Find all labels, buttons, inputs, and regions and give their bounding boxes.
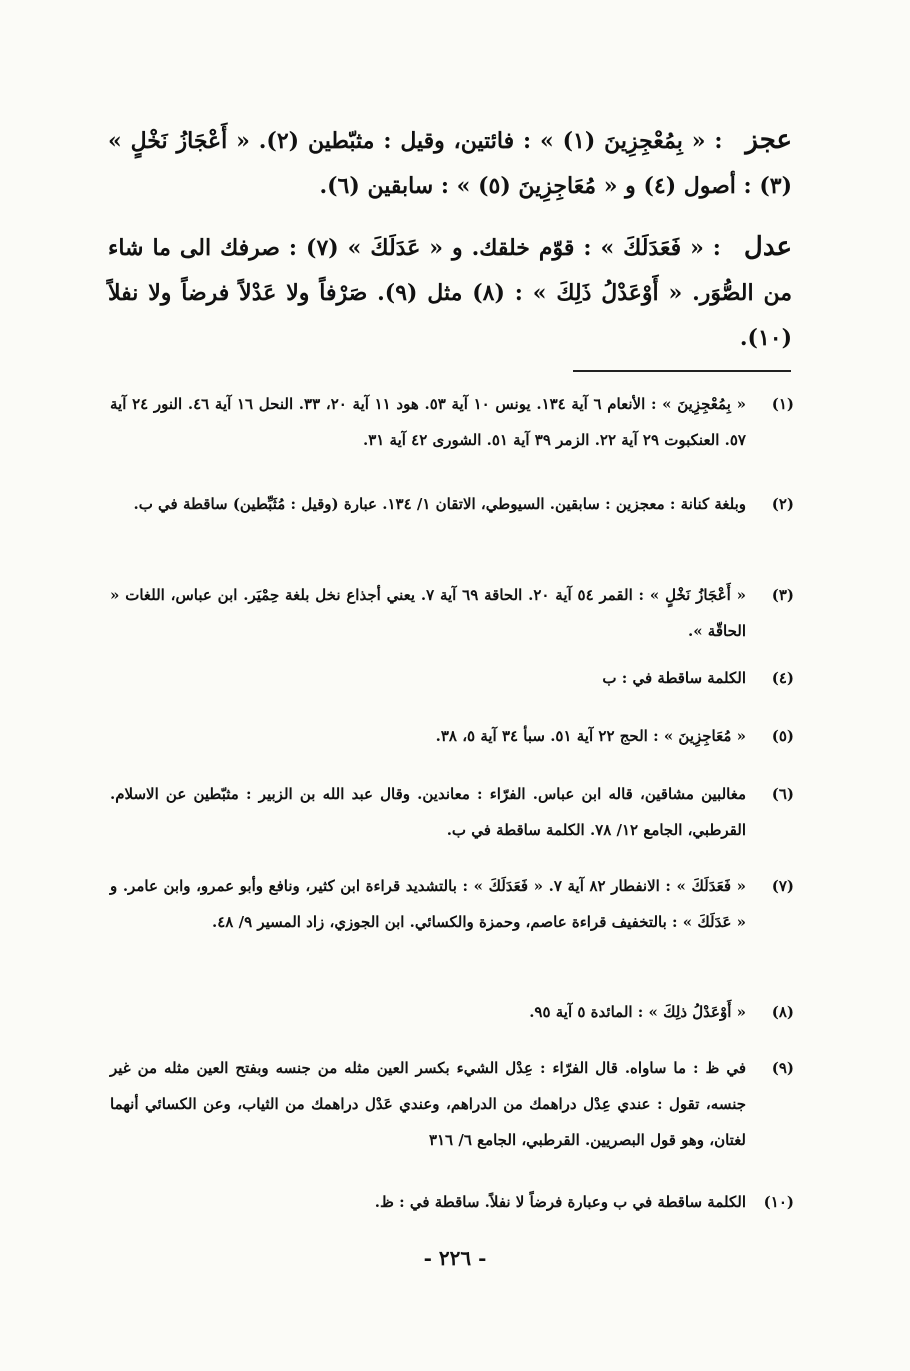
entry-text: : « بِمُعْجِزِينَ (١) » : فائتين، وقيل : مثبّطين (٢). « أَعْجَازُ نَخْلٍ » (٣) : أصول (٤) و « مُعَاجِزِينَ (٥) » : سابقين (٦). bbox=[108, 128, 792, 199]
dictionary-entry-ajz bbox=[108, 118, 792, 209]
footnote bbox=[110, 994, 794, 1030]
footnote bbox=[110, 868, 794, 940]
footnote-number: (٢) bbox=[771, 495, 794, 513]
footnote bbox=[110, 386, 794, 458]
footnote bbox=[110, 486, 794, 522]
entry-text: : « فَعَدَلَكَ » : قوّم خلقك. و « عَدَلَكَ » (٧) : صرفك الى ما شاء من الصُّوَر. « أَوْعَدْلُ ذَلِكَ » : (٨) مثل (٩). صَرْفاً ولا عَدْلاً فرضاً ولا نفلاً (١٠). bbox=[108, 235, 792, 351]
footnote-number: (١٠) bbox=[763, 1193, 794, 1211]
footnote bbox=[110, 776, 794, 848]
footnote bbox=[110, 1184, 794, 1220]
footnote-text: « بِمُعْجِزِينَ » : الأنعام ٦ آية ١٣٤. يونس ١٠ آية ٥٣. هود ١١ آية ٢٠، ٣٣. النحل ١٦ آية ٤٦. النور ٢٤ آية ٥٧. العنكبوت ٢٩ آية ٢٢. الزمر ٣٩ آية ٥١. الشورى ٤٢ آية ٣١. bbox=[110, 395, 746, 449]
footnote-text: الكلمة ساقطة في : ب bbox=[602, 669, 746, 687]
footnote-text: مغالبين مشاقين، قاله ابن عباس. الفرّاء : معاندين. وقال عبد الله بن الزبير : مثبّطين عن الاسلام. القرطبي، الجامع ١٢/ ٧٨. الكلمة ساقطة في ب. bbox=[110, 785, 746, 839]
footnote-text: الكلمة ساقطة في ب وعبارة فرضاً لا نفلاً. ساقطة في : ظ. bbox=[374, 1193, 746, 1211]
footnote bbox=[110, 660, 794, 696]
footnote-text: وبلغة كنانة : معجزين : سابقين. السيوطي، الاتقان ١/ ١٣٤. عبارة (وقيل : مُثَبِّطين) ساقطة في ب. bbox=[133, 495, 746, 513]
footnote-number: (٥) bbox=[771, 727, 794, 745]
footnote-text: « مُعَاجِزِينَ » : الحج ٢٢ آية ٥١. سبأ ٣٤ آية ٥، ٣٨. bbox=[435, 727, 746, 745]
footnote-number: (٣) bbox=[771, 586, 794, 604]
footnote-divider bbox=[573, 370, 791, 372]
dictionary-entry-adl bbox=[108, 225, 792, 361]
footnote-text: في ظ : ما ساواه. قال الفرّاء : عِدْل الشيء بكسر العين مثله من جنسه وبفتح العين مثله من غير جنسه، تقول : عندي عِدْل دراهمك من الدراهم، وعندي عَدْل دراهمك من الثياب، وعن الكسائي أنهما لغتان، وهو قول البصريين. القرطبي، الجامع ٦/ ٣١٦ bbox=[110, 1059, 746, 1149]
page-number: - ٢٢٦ - bbox=[423, 1246, 487, 1270]
footnote-text: « فَعَدَلَكَ » : الانفطار ٨٢ آية ٧. « فَعَدَلَكَ » : بالتشديد قراءة ابن كثير، ونافع وأبو عمرو، وابن عامر. و « عَدَلَكَ » : بالتخفيف قراءة عاصم، وحمزة والكسائي. ابن الجوزي، زاد المسير ٩/ ٤٨. bbox=[110, 877, 746, 931]
entry-headword: عجز bbox=[745, 125, 792, 155]
footnote-number: (٧) bbox=[771, 877, 794, 895]
footnote-number: (٦) bbox=[771, 785, 794, 803]
footnote bbox=[110, 718, 794, 754]
footnote bbox=[110, 1050, 794, 1158]
footnote-text: « أَوْعَدْلُ ذلِكَ » : المائدة ٥ آية ٩٥. bbox=[529, 1003, 746, 1021]
entry-headword: عدل bbox=[743, 232, 792, 262]
footnote-number: (٩) bbox=[771, 1059, 794, 1077]
footnote-text: « أَعْجَازُ نَخْلٍ » : القمر ٥٤ آية ٢٠. الحاقة ٦٩ آية ٧. يعني أجذاع نخل بلغة حِمْيَر. ابن عباس، اللغات « الحاقّة ». bbox=[110, 586, 746, 640]
footnote bbox=[110, 577, 794, 649]
footnote-number: (١) bbox=[771, 395, 794, 413]
footnote-number: (٨) bbox=[771, 1003, 794, 1021]
footnote-number: (٤) bbox=[771, 669, 794, 687]
